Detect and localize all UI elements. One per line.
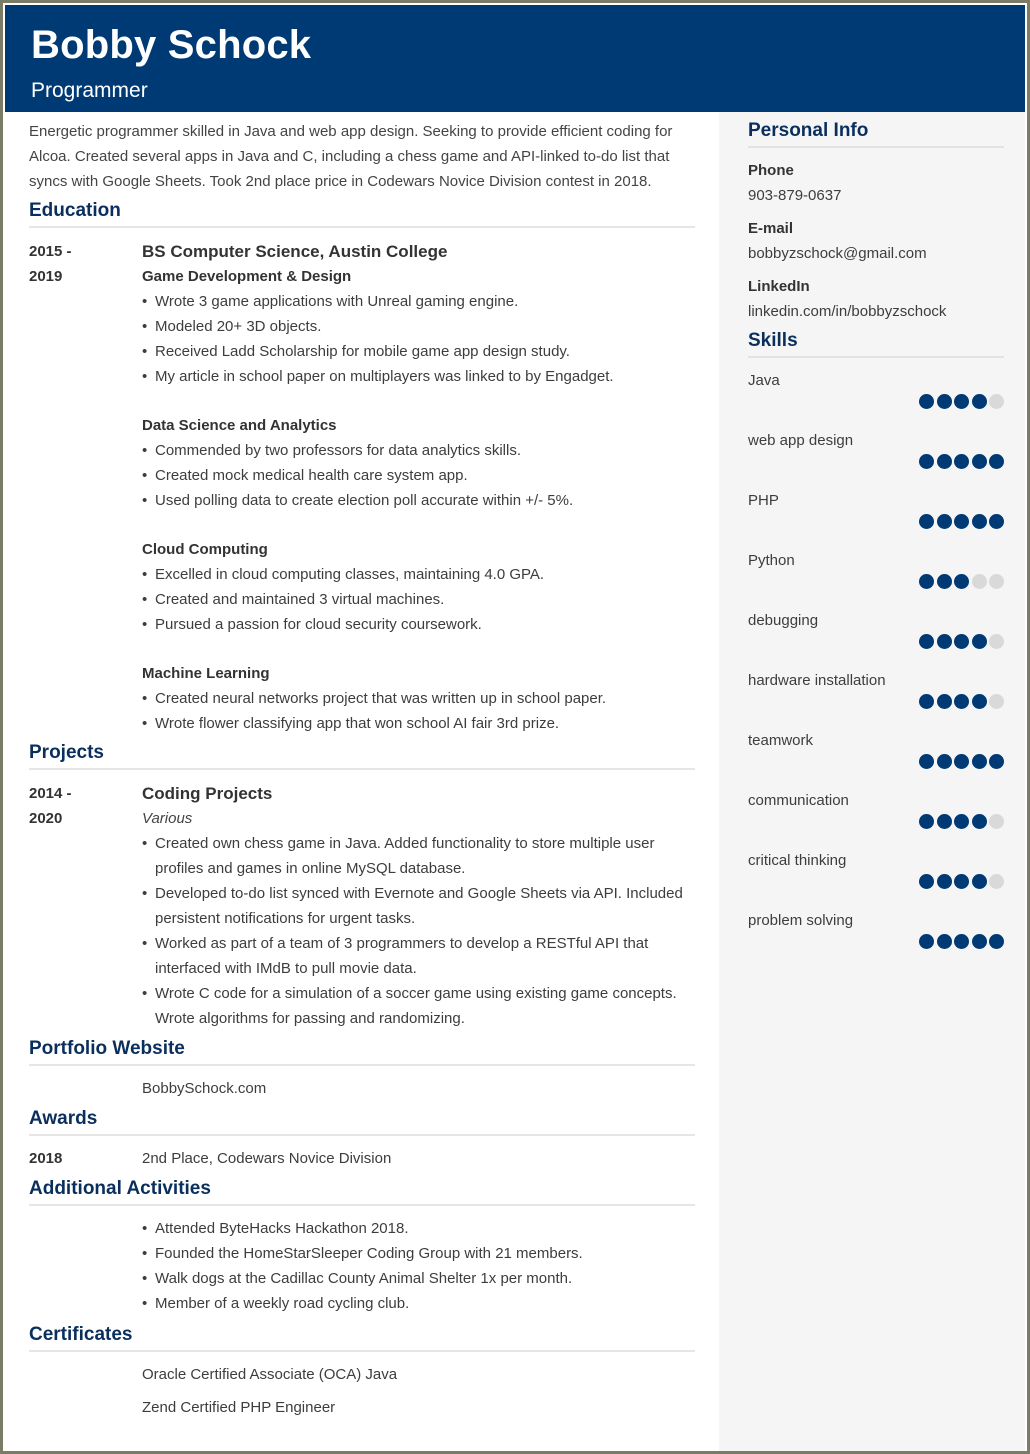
- skill-rating: [919, 934, 1004, 949]
- rating-dot-filled-icon: [937, 634, 952, 649]
- date-start: 2014 -: [29, 785, 72, 802]
- skill-rating: [919, 574, 1004, 589]
- list-item: • Created and maintained 3 virtual machines.: [142, 587, 695, 612]
- list-item: • Used polling data to create election poll accurate within +/- 5%.: [142, 488, 695, 513]
- list-item: • Wrote C code for a simulation of a soccer game using existing game concepts. Wrote algorithms for passing and randomizing.: [142, 981, 685, 1031]
- rating-dot-filled-icon: [937, 394, 952, 409]
- skill-row: [748, 428, 1004, 488]
- skill-rating: [919, 694, 1004, 709]
- rating-dot-filled-icon: [954, 394, 969, 409]
- resume-header: [5, 5, 1025, 112]
- rating-dot-filled-icon: [937, 574, 952, 589]
- list-item: • Walk dogs at the Cadillac County Animal Shelter 1x per month.: [142, 1266, 695, 1291]
- rating-dot-filled-icon: [989, 454, 1004, 469]
- list-item: • Member of a weekly road cycling club.: [142, 1291, 695, 1316]
- education-section: [29, 200, 695, 736]
- rating-dot-filled-icon: [954, 874, 969, 889]
- skill-rating: [919, 814, 1004, 829]
- rating-dot-filled-icon: [937, 814, 952, 829]
- certificates-section: [29, 1324, 695, 1420]
- rating-dot-filled-icon: [954, 574, 969, 589]
- rating-dot-filled-icon: [919, 934, 934, 949]
- project-dates: [29, 781, 142, 1031]
- rating-dot-empty-icon: [989, 874, 1004, 889]
- project-entry: [29, 781, 695, 1031]
- skill-name: critical thinking: [748, 852, 847, 869]
- rating-dot-empty-icon: [972, 574, 987, 589]
- section-title-activities: Additional Activities: [29, 1178, 695, 1206]
- award-year: 2018: [29, 1150, 63, 1167]
- education-content: [142, 239, 695, 736]
- date-start: 2015 -: [29, 243, 72, 260]
- list-item: • My article in school paper on multiplayers was linked to by Engadget.: [142, 364, 695, 389]
- rating-dot-filled-icon: [919, 694, 934, 709]
- rating-dot-filled-icon: [937, 754, 952, 769]
- section-title-awards: Awards: [29, 1108, 695, 1136]
- certificate-item: Oracle Certified Associate (OCA) Java: [142, 1366, 398, 1383]
- rating-dot-filled-icon: [972, 634, 987, 649]
- skill-name: PHP: [748, 492, 779, 509]
- rating-dot-filled-icon: [989, 514, 1004, 529]
- skill-rating: [919, 454, 1004, 469]
- rating-dot-filled-icon: [919, 574, 934, 589]
- rating-dot-filled-icon: [972, 874, 987, 889]
- awards-section: [29, 1108, 695, 1171]
- list-item: • Created mock medical health care system app.: [142, 463, 695, 488]
- rating-dot-filled-icon: [937, 514, 952, 529]
- rating-dot-filled-icon: [989, 754, 1004, 769]
- skill-row: [748, 848, 1004, 908]
- rating-dot-empty-icon: [989, 814, 1004, 829]
- rating-dot-filled-icon: [954, 814, 969, 829]
- edu-group: [142, 413, 695, 513]
- email-value[interactable]: bobbyzschock@gmail.com: [748, 245, 927, 262]
- award-text: 2nd Place, Codewars Novice Division: [142, 1150, 392, 1167]
- list-item: • Commended by two professors for data analytics skills.: [142, 438, 695, 463]
- section-title-personal-info: Personal Info: [748, 120, 1004, 148]
- rating-dot-filled-icon: [919, 394, 934, 409]
- activities-section: [29, 1178, 695, 1316]
- linkedin-value[interactable]: linkedin.com/in/bobbyzschock: [748, 303, 947, 320]
- linkedin-label: LinkedIn: [748, 278, 810, 295]
- skill-rating: [919, 514, 1004, 529]
- skill-row: [748, 488, 1004, 548]
- rating-dot-empty-icon: [989, 574, 1004, 589]
- project-content: [142, 781, 695, 1031]
- skill-name: hardware installation: [748, 672, 886, 689]
- skill-row: [748, 788, 1004, 848]
- candidate-title: Programmer: [31, 79, 148, 102]
- rating-dot-filled-icon: [937, 454, 952, 469]
- rating-dot-filled-icon: [972, 754, 987, 769]
- project-subtitle: Various: [142, 810, 193, 827]
- phone-value[interactable]: 903-879-0637: [748, 187, 842, 204]
- rating-dot-filled-icon: [972, 934, 987, 949]
- skill-name: teamwork: [748, 732, 814, 749]
- projects-section: [29, 742, 695, 1031]
- rating-dot-filled-icon: [937, 934, 952, 949]
- edu-group: [142, 264, 695, 389]
- rating-dot-filled-icon: [919, 874, 934, 889]
- section-title-education: Education: [29, 200, 695, 228]
- list-item: • Created own chess game in Java. Added functionality to store multiple user profiles and games in online MySQL database.: [142, 831, 685, 881]
- edu-group: [142, 537, 695, 637]
- list-item: • Founded the HomeStarSleeper Coding Group with 21 members.: [142, 1241, 695, 1266]
- project-name: Coding Projects: [142, 784, 273, 803]
- rating-dot-empty-icon: [989, 394, 1004, 409]
- rating-dot-filled-icon: [954, 934, 969, 949]
- list-item: • Developed to-do list synced with Evernote and Google Sheets via API. Included persistent notifications for urgent tasks.: [142, 881, 685, 931]
- personal-info-section: [748, 120, 1004, 324]
- skill-rating: [919, 394, 1004, 409]
- section-title-projects: Projects: [29, 742, 695, 770]
- rating-dot-filled-icon: [937, 694, 952, 709]
- section-title-skills: Skills: [748, 330, 1004, 358]
- rating-dot-filled-icon: [919, 814, 934, 829]
- skill-name: communication: [748, 792, 849, 809]
- skill-name: Python: [748, 552, 795, 569]
- education-dates: [29, 239, 142, 736]
- skill-rating: [919, 754, 1004, 769]
- portfolio-url[interactable]: BobbySchock.com: [142, 1080, 267, 1097]
- list-item: • Modeled 20+ 3D objects.: [142, 314, 695, 339]
- rating-dot-filled-icon: [919, 754, 934, 769]
- email-label: E-mail: [748, 220, 794, 237]
- skill-row: [748, 368, 1004, 428]
- skill-name: problem solving: [748, 912, 854, 929]
- date-end: 2019: [29, 268, 63, 285]
- skill-name: debugging: [748, 612, 819, 629]
- date-end: 2020: [29, 810, 63, 827]
- section-title-portfolio: Portfolio Website: [29, 1038, 695, 1066]
- rating-dot-empty-icon: [989, 634, 1004, 649]
- edu-group: [142, 661, 695, 736]
- degree: BS Computer Science, Austin College: [142, 242, 448, 261]
- summary: Energetic programmer skilled in Java and web app design. Seeking to provide efficient coding for Alcoa. Created several apps in Java and C, including a chess game and API-linked to-do list that syncs with Google Sheets. Took 2nd place price in Codewars Novice Division contest in 2018.: [29, 123, 673, 190]
- rating-dot-filled-icon: [919, 514, 934, 529]
- rating-dot-filled-icon: [954, 454, 969, 469]
- edu-group-heading: Game Development & Design: [142, 268, 352, 285]
- award-entry: [29, 1146, 695, 1171]
- skill-row: [748, 548, 1004, 608]
- skill-name: Java: [748, 372, 780, 389]
- list-item: • Attended ByteHacks Hackathon 2018.: [142, 1216, 695, 1241]
- phone-label: Phone: [748, 162, 794, 179]
- skills-section: [748, 330, 1004, 968]
- education-entry: [29, 239, 695, 736]
- skill-row: [748, 608, 1004, 668]
- certificate-item: Zend Certified PHP Engineer: [142, 1399, 336, 1416]
- list-item: • Wrote flower classifying app that won school AI fair 3rd prize.: [142, 711, 695, 736]
- list-item: • Wrote 3 game applications with Unreal gaming engine.: [142, 289, 695, 314]
- skill-row: [748, 908, 1004, 968]
- rating-dot-filled-icon: [972, 454, 987, 469]
- rating-dot-filled-icon: [919, 454, 934, 469]
- edu-group-heading: Cloud Computing: [142, 541, 268, 558]
- rating-dot-filled-icon: [954, 754, 969, 769]
- skill-row: [748, 668, 1004, 728]
- rating-dot-filled-icon: [972, 694, 987, 709]
- main-column: [29, 113, 695, 1420]
- skill-rating: [919, 634, 1004, 649]
- rating-dot-filled-icon: [919, 634, 934, 649]
- list-item: • Excelled in cloud computing classes, maintaining 4.0 GPA.: [142, 562, 695, 587]
- list-item: • Worked as part of a team of 3 programmers to develop a RESTful API that interfaced with IMdB to pull movie data.: [142, 931, 685, 981]
- list-item: • Pursued a passion for cloud security coursework.: [142, 612, 695, 637]
- skill-rating: [919, 874, 1004, 889]
- skill-name: web app design: [748, 432, 854, 449]
- rating-dot-empty-icon: [989, 694, 1004, 709]
- skill-row: [748, 728, 1004, 788]
- edu-group-heading: Machine Learning: [142, 665, 270, 682]
- rating-dot-filled-icon: [954, 694, 969, 709]
- rating-dot-filled-icon: [972, 814, 987, 829]
- rating-dot-filled-icon: [937, 874, 952, 889]
- section-title-certificates: Certificates: [29, 1324, 695, 1352]
- rating-dot-filled-icon: [972, 514, 987, 529]
- sidebar: [719, 112, 1025, 1451]
- rating-dot-filled-icon: [989, 934, 1004, 949]
- portfolio-section: [29, 1038, 695, 1101]
- list-item: • Received Ladd Scholarship for mobile game app design study.: [142, 339, 695, 364]
- list-item: • Created neural networks project that was written up in school paper.: [142, 686, 695, 711]
- rating-dot-filled-icon: [954, 514, 969, 529]
- candidate-name: Bobby Schock: [31, 23, 312, 67]
- skills-list: [748, 368, 1004, 968]
- edu-group-heading: Data Science and Analytics: [142, 417, 337, 434]
- rating-dot-filled-icon: [954, 634, 969, 649]
- rating-dot-filled-icon: [972, 394, 987, 409]
